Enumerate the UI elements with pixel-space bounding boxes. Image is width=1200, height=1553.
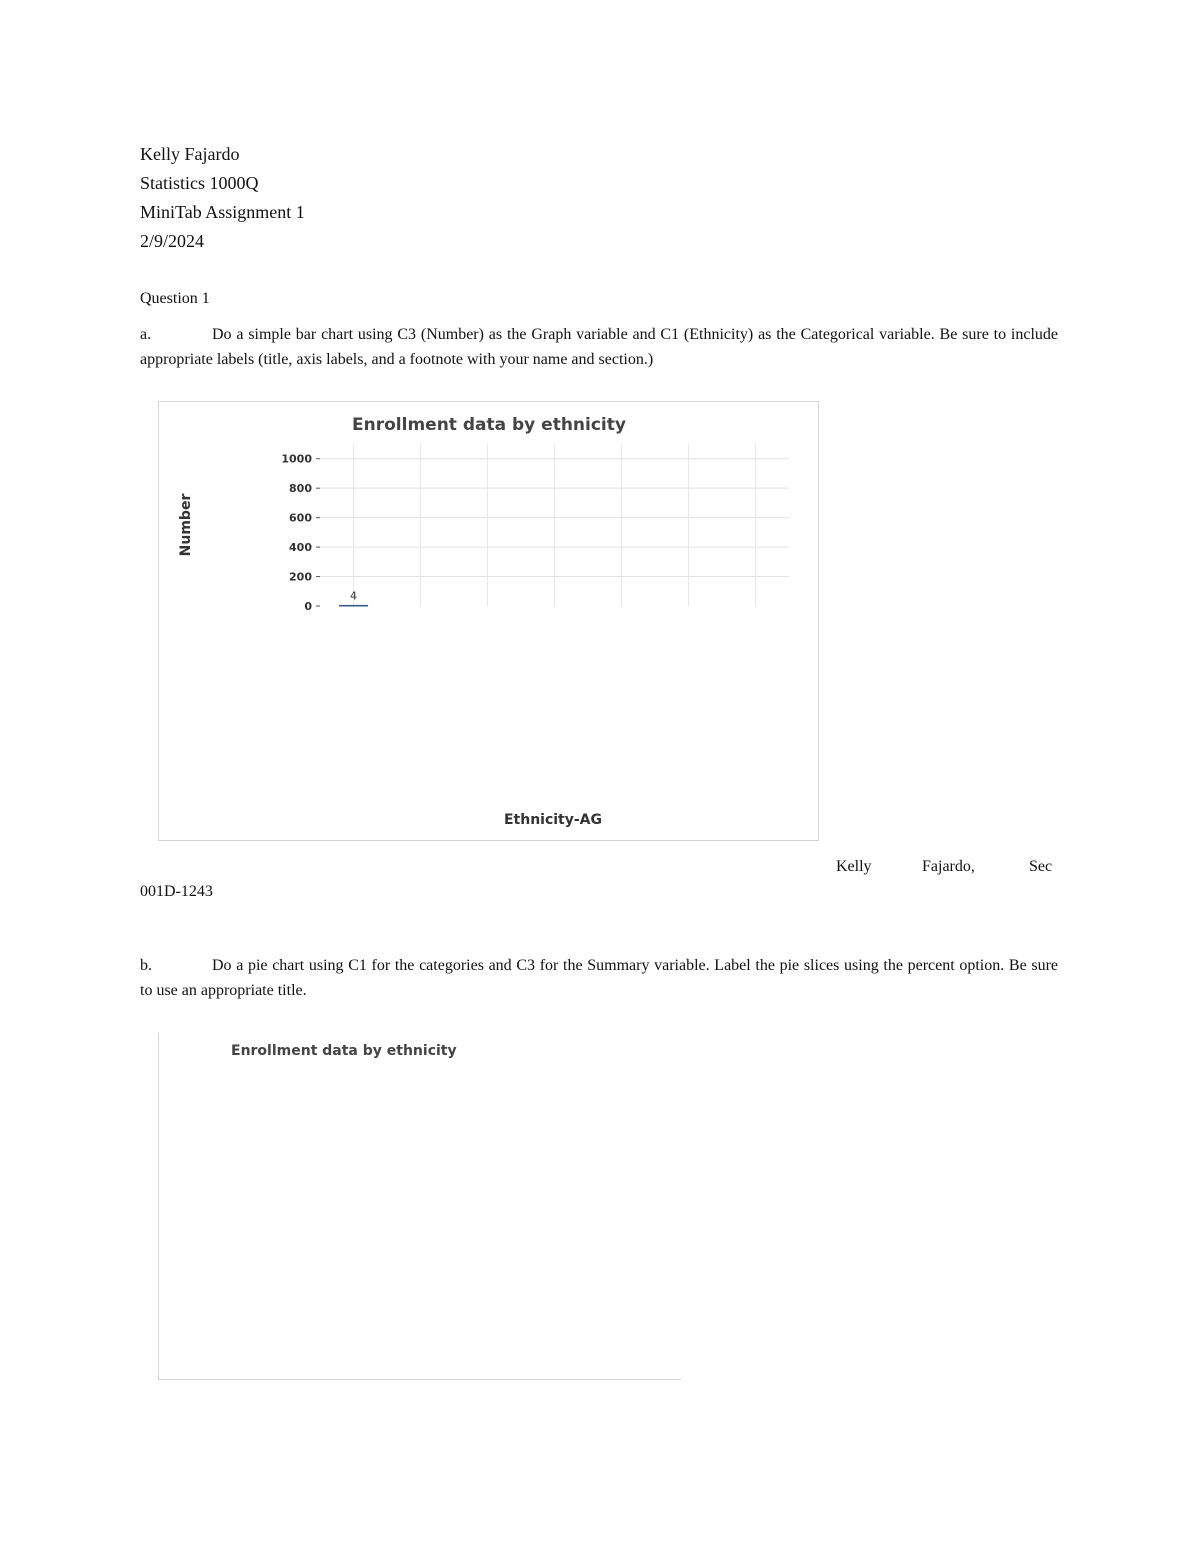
bar-data-label: 4 — [350, 589, 357, 603]
bar-chart-svg — [159, 402, 818, 840]
bar-chart-x-label: Ethnicity-AG — [503, 812, 603, 828]
bar — [339, 605, 367, 606]
part-a-label: a. — [140, 326, 152, 343]
bar-y-tick-label: 600 — [289, 511, 312, 525]
part-a-text: Do a simple bar chart using C3 (Number) as the Graph variable and C1 (Ethnicity) as the Categorical variable. Be sure to include appropriate labels (title, axis labels, and a footnote with your name and section.) — [140, 326, 1058, 368]
bar-y-tick-label: 200 — [289, 570, 312, 584]
pie-chart — [158, 1033, 681, 1380]
part-b-instructions — [140, 953, 1058, 1003]
question-heading: Question 1 — [140, 290, 210, 307]
part-a-instructions — [140, 322, 1058, 372]
bar-chart-y-label: Number — [178, 493, 194, 557]
course-name: Statistics 1000Q — [140, 173, 259, 193]
pie-chart-title: Enrollment data by ethnicity — [231, 1043, 457, 1059]
bar-y-tick-label: 0 — [304, 600, 312, 613]
bar-y-tick-label: 400 — [289, 541, 312, 555]
bar-chart-title: Enrollment data by ethnicity — [352, 415, 626, 435]
part-b-text: Do a pie chart using C1 for the categories and C3 for the Summary variable. Label the pie slices using the percent option. Be sure to use an appropriate title. — [140, 957, 1058, 999]
bar-chart — [158, 401, 819, 841]
footnote-name: Kelly — [836, 858, 872, 875]
footnote-surname: Fajardo, — [922, 858, 975, 875]
pie-chart-svg — [159, 1033, 681, 1379]
footnote-section-number: 001D-1243 — [140, 883, 213, 900]
bar-y-tick-label: 1000 — [281, 452, 312, 466]
author-name: Kelly Fajardo — [140, 144, 240, 164]
bar-y-tick-label: 800 — [289, 482, 312, 496]
part-b-label: b. — [140, 957, 152, 974]
assignment-title: MiniTab Assignment 1 — [140, 202, 305, 222]
footnote-section: Sec — [1029, 858, 1053, 875]
date: 2/9/2024 — [140, 231, 205, 251]
